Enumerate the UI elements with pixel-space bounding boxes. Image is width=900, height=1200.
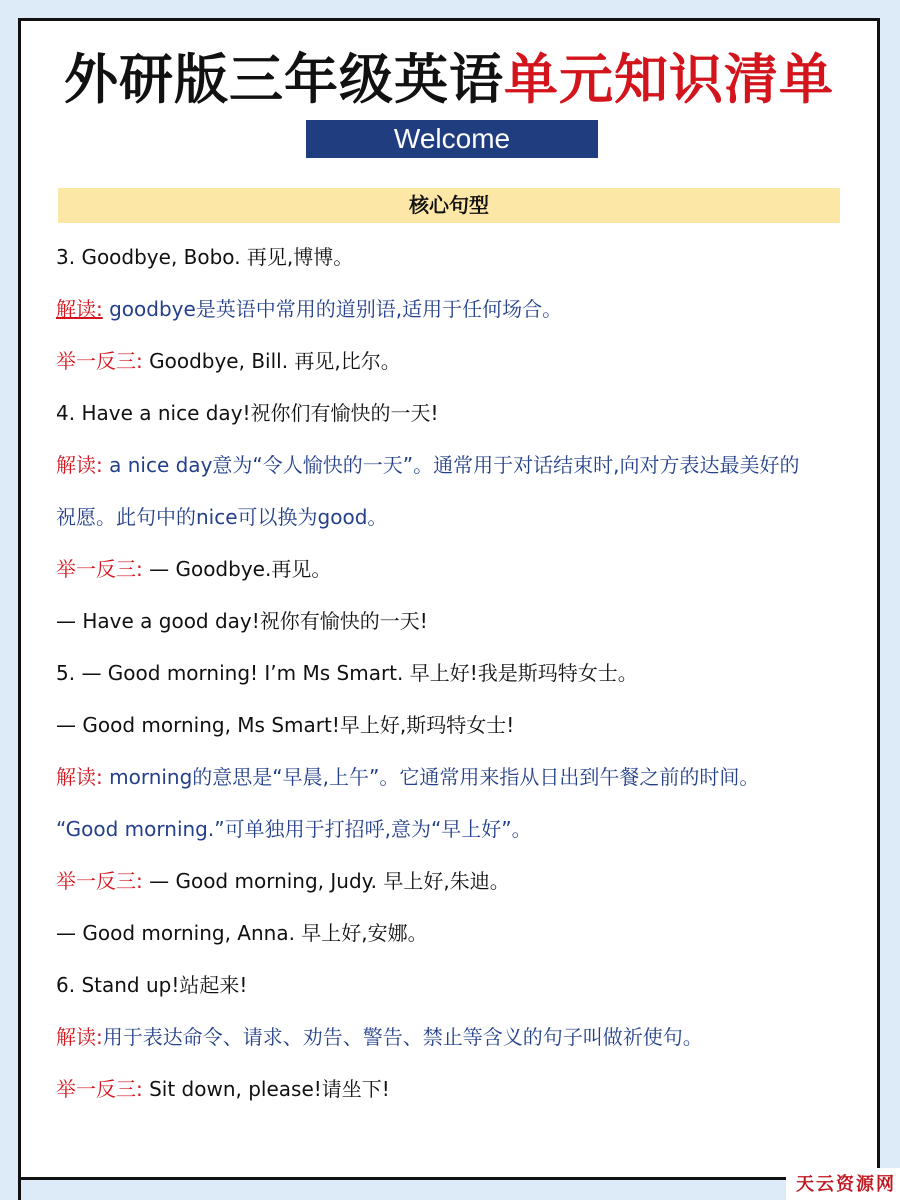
text-line: 举一反三: — Goodbye.再见。: [56, 557, 332, 581]
section-heading: 核心句型: [58, 188, 840, 223]
text-line: “Good morning.”可单独用于打招呼,意为“早上好”。: [56, 817, 532, 841]
text-line: 解读:用于表达命令、请求、劝告、警告、禁止等含义的句子叫做祈使句。: [56, 1025, 703, 1049]
text-line: 举一反三: — Good morning, Judy. 早上好,朱迪。: [56, 869, 510, 893]
explain-label: 解读:: [56, 1025, 103, 1049]
text-line: — Good morning, Ms Smart!早上好,斯玛特女士!: [56, 713, 515, 737]
text-line: 解读: goodbye是英语中常用的道别语,适用于任何场合。: [56, 297, 563, 321]
title-part-black: 外研版三年级英语: [64, 48, 504, 111]
page-title: [21, 49, 877, 111]
text-line: 6. Stand up!站起来!: [56, 973, 248, 997]
text-line: 举一反三: Goodbye, Bill. 再见,比尔。: [56, 349, 401, 373]
text-line: 解读: a nice day意为“令人愉快的一天”。通常用于对话结束时,向对方表达最美好的: [56, 453, 800, 477]
example-label: 举一反三:: [56, 557, 143, 581]
example-label: 举一反三:: [56, 1077, 143, 1101]
document-page: [18, 18, 880, 1180]
text-line: 4. Have a nice day!祝你们有愉快的一天!: [56, 401, 439, 425]
watermark-text: 天云资源网: [786, 1168, 900, 1200]
unit-badge: Welcome: [306, 120, 598, 158]
sentence-list: [56, 237, 856, 1121]
text-line: 3. Goodbye, Bobo. 再见,博博。: [56, 245, 354, 269]
explain-label: 解读:: [56, 297, 103, 321]
explain-label: 解读:: [56, 765, 103, 789]
title-part-red: 单元知识清单: [504, 48, 834, 111]
page-bottom-band: [18, 1180, 880, 1200]
text-line: 解读: morning的意思是“早晨,上午”。它通常用来指从日出到午餐之前的时间。: [56, 765, 760, 789]
text-line: — Have a good day!祝你有愉快的一天!: [56, 609, 428, 633]
example-label: 举一反三:: [56, 869, 143, 893]
text-line: 祝愿。此句中的nice可以换为good。: [56, 505, 388, 529]
explain-label: 解读:: [56, 453, 103, 477]
example-label: 举一反三:: [56, 349, 143, 373]
text-line: — Good morning, Anna. 早上好,安娜。: [56, 921, 428, 945]
text-line: 举一反三: Sit down, please!请坐下!: [56, 1077, 390, 1101]
text-line: 5. — Good morning! I’m Ms Smart. 早上好!我是斯玛特女士。: [56, 661, 638, 685]
